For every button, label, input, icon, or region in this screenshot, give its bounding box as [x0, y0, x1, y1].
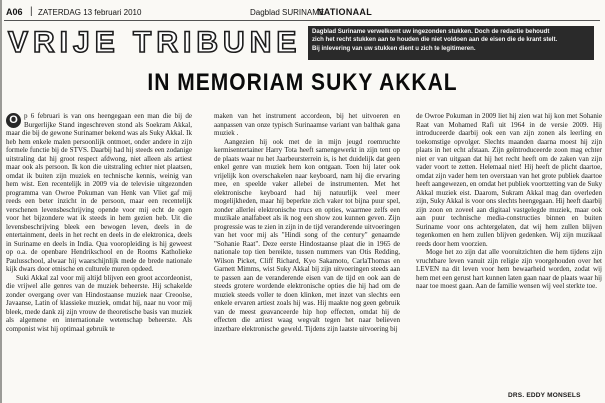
article-title: IN MEMORIAM SUKY AKKAL [147, 69, 458, 96]
drop-cap: O [6, 113, 21, 128]
notice-line-3: Bij inlevering van uw stukken dient u zich te legitimeren. [312, 44, 476, 52]
section-name: NATIONAAL [317, 7, 373, 17]
paragraph: maken van het instrument accordeon, bij het uitvoeren en aanpassen van onze typisch Surinaamse variant van balthak gana muziek . [214, 112, 400, 137]
paragraph: Aangezien hij ook met de in mijn jeugd roemruchte kermisentertainer Harry Tota heeft samengewerkt in zijn tent op de plaats waar nu het Jaarbeursterrein is, is het duidelijk dat geen enkel genre van muziek hem kon ontgaan. Toen hij later ook vrijelijk kon overschakelen naar keyboard, nam hij die ervaring mee, en speelde vaker allebei de instrumenten. Met het elektronische keyboard had hij natuurlijk veel meer mogelijkheden, maar hij beperkte zich vaker tot bijna puur spel, zonder allerlei elektronische trucs en opties, waarmee zelfs een muzikale analfabeet als ik nog een show zou kunnen geven. Zijn progressie was te zien in zijn in de tijd veranderende uitvoeringen van het voor mij als "Hindi song of the century" genaamde "Sohanie Raat". Deze eerste Hindostaanse plaat die in 1965 de nationale top tien bereikte, tussen nummers van Otis Redding, Wilson Picket, Cliff Richard, Kyo Sakamoto, CarlaThomas en Garnett Mimms, wist Suky Akkal bij zijn uitvoeringen steeds aan te passen aan de veranderende eisen van de tijd en ook aan de steeds grotere wordende elektronische opties die hij had om de muziek steeds voller te doen klinken, met inzet van slechts een enkele ervaren artiest zoals hij was. Hij maakte nog geen gebruik van de meest geavanceerde hip hop effecten, omdat hij de effecten die artiest waag wegvalt tegen het naar believen inzetbare elektronische geweld. Tijdens zijn laatste uitvoering bij [214, 137, 400, 333]
paragraph: Suki Akkal zal voor mij altijd blijven een groot accordeonist, die vrijwel alle genres van de muziek beheerste. Hij schakelde zonder overgang over van Hindostaanse muziek naar Creoolse, Javaanse, Latin of klassieke muziek, omdat hij, naar nu voor mij bleek, mede dank zij zijn vrouw de theoretische basis van muziek als algemene en internationale wetenschap beheerste. Als componist wist hij optimaal gebruik te [6, 273, 192, 333]
paragraph-text: p 6 februari is van ons heengegaan een man die bij de Burgerlijke Stand ingeschreven stond als Soekram Akkal, maar die bij de gewone Surinamer bekend was als Suky Akkal. Ik heb hem enkele malen persoonlijk ontmoet, onder andere in zijn formele functie bij de STVS. Daarbij had hij steeds een zodanige uitstraling dat hij groot respect afdwong, niet alleen als artiest maar ook als persoon. Ik kon die uitstraling echter niet plaatsen, omdat ik buiten zijn muziek en technische kennis, weinig van hem wist. Een recentelijk in 2009 via de televisie uitgezonden programma van Owroe Pokuman van Henk van Vliet gaf mij reeds een beter inzicht in de persoon, maar een recentelijk verschenen levensbeschrijving opende voor mij echt de ogen voor het bijzondere wat ik steeds in hem gezien heb. Uit die levensbeschrijving bleek een bewogen leven, deels in de entertainment, deels in het recht en deels in de elektronica, deels in Suriname en deels in India. Qua vooropleiding is hij geweest op o.a. de openbare Hendrikschool en de Rooms Katholieke Paulusschool, alwaar hij waarschijnlijk mede de brede nationale kijk dwars door etnische en culturele muren opdeed. [6, 112, 192, 273]
author-signature: DRS. EDDY MONSELS [508, 392, 581, 399]
article-column-1 [6, 112, 192, 392]
paragraph [6, 112, 192, 274]
issue-date: ZATERDAG 13 februari 2010 [38, 8, 142, 17]
paragraph: de Owroe Pokuman in 2009 liet hij zien wat hij kon met Sohanie Raat van Mohamed Rafi uit 1964 in de versie 2009. Hij introduceerde daarbij ook een van zijn zonen als leerling en toekomstige opvolger. Slechts maanden daarna moest hij zijn plaats in het echt afstaan. Zijn geïntroduceerde zoon mag echter niet er van uitgaan dat hij het recht heeft om de zaken van zijn vader voort te zetten. Helemaal niet! Hij heeft de plicht daartoe, omdat zijn vader hem ten overstaan van het grote publiek daartoe heeft aangewezen, en omdat het publiek voortzetting van de Suky Akkal muziek eist. Daarom, Sukram Akkal mag dan overleden zijn, Suky Akkal is voor ons slechts heengegaan. Hij heeft daarbij zijn zoon en zoveel aan digitaal vastgelegde muziek, maar ook aan puur technische media-constructies binnen en buiten Suriname voor ons achtergelaten, dat wij hem zullen blijven tegenkomen en hem zullen blijven gedenken. Wij zijn muzikaal reeds door hem voorzien. [416, 112, 602, 248]
page-number: A06 [6, 7, 23, 17]
header-separator: | [30, 6, 33, 17]
article-column-2 [214, 112, 400, 392]
paragraph: Moge het zo zijn dat alle vooruitzichten die hem tijdens zijn vruchtbare leven vanuit zijn religie zijn voorgehouden over het LEVEN na dit leven voor hem bewaarheid worden, zodat wij hem met een gerust hart kunnen laten gaan naar de plaats waar hij naar toe moest gaan. Aan de familie wensen wij veel sterkte toe. [416, 248, 602, 290]
column-banner: VRIJE TRIBUNE [8, 26, 302, 59]
newspaper-name: Dagblad SURINAME [250, 8, 325, 17]
notice-line-2: zich het recht stukken aan te houden die niet voldoen aan de eisen die de krant stelt. [312, 36, 558, 44]
notice-line-1: Dagblad Suriname verwelkomt uw ingezonden stukken. Doch de redactie behoudt [312, 28, 550, 35]
article-column-3 [416, 112, 602, 392]
page-edge-shadow [0, 0, 2, 403]
editorial-notice [308, 26, 594, 60]
page-header [4, 6, 600, 21]
